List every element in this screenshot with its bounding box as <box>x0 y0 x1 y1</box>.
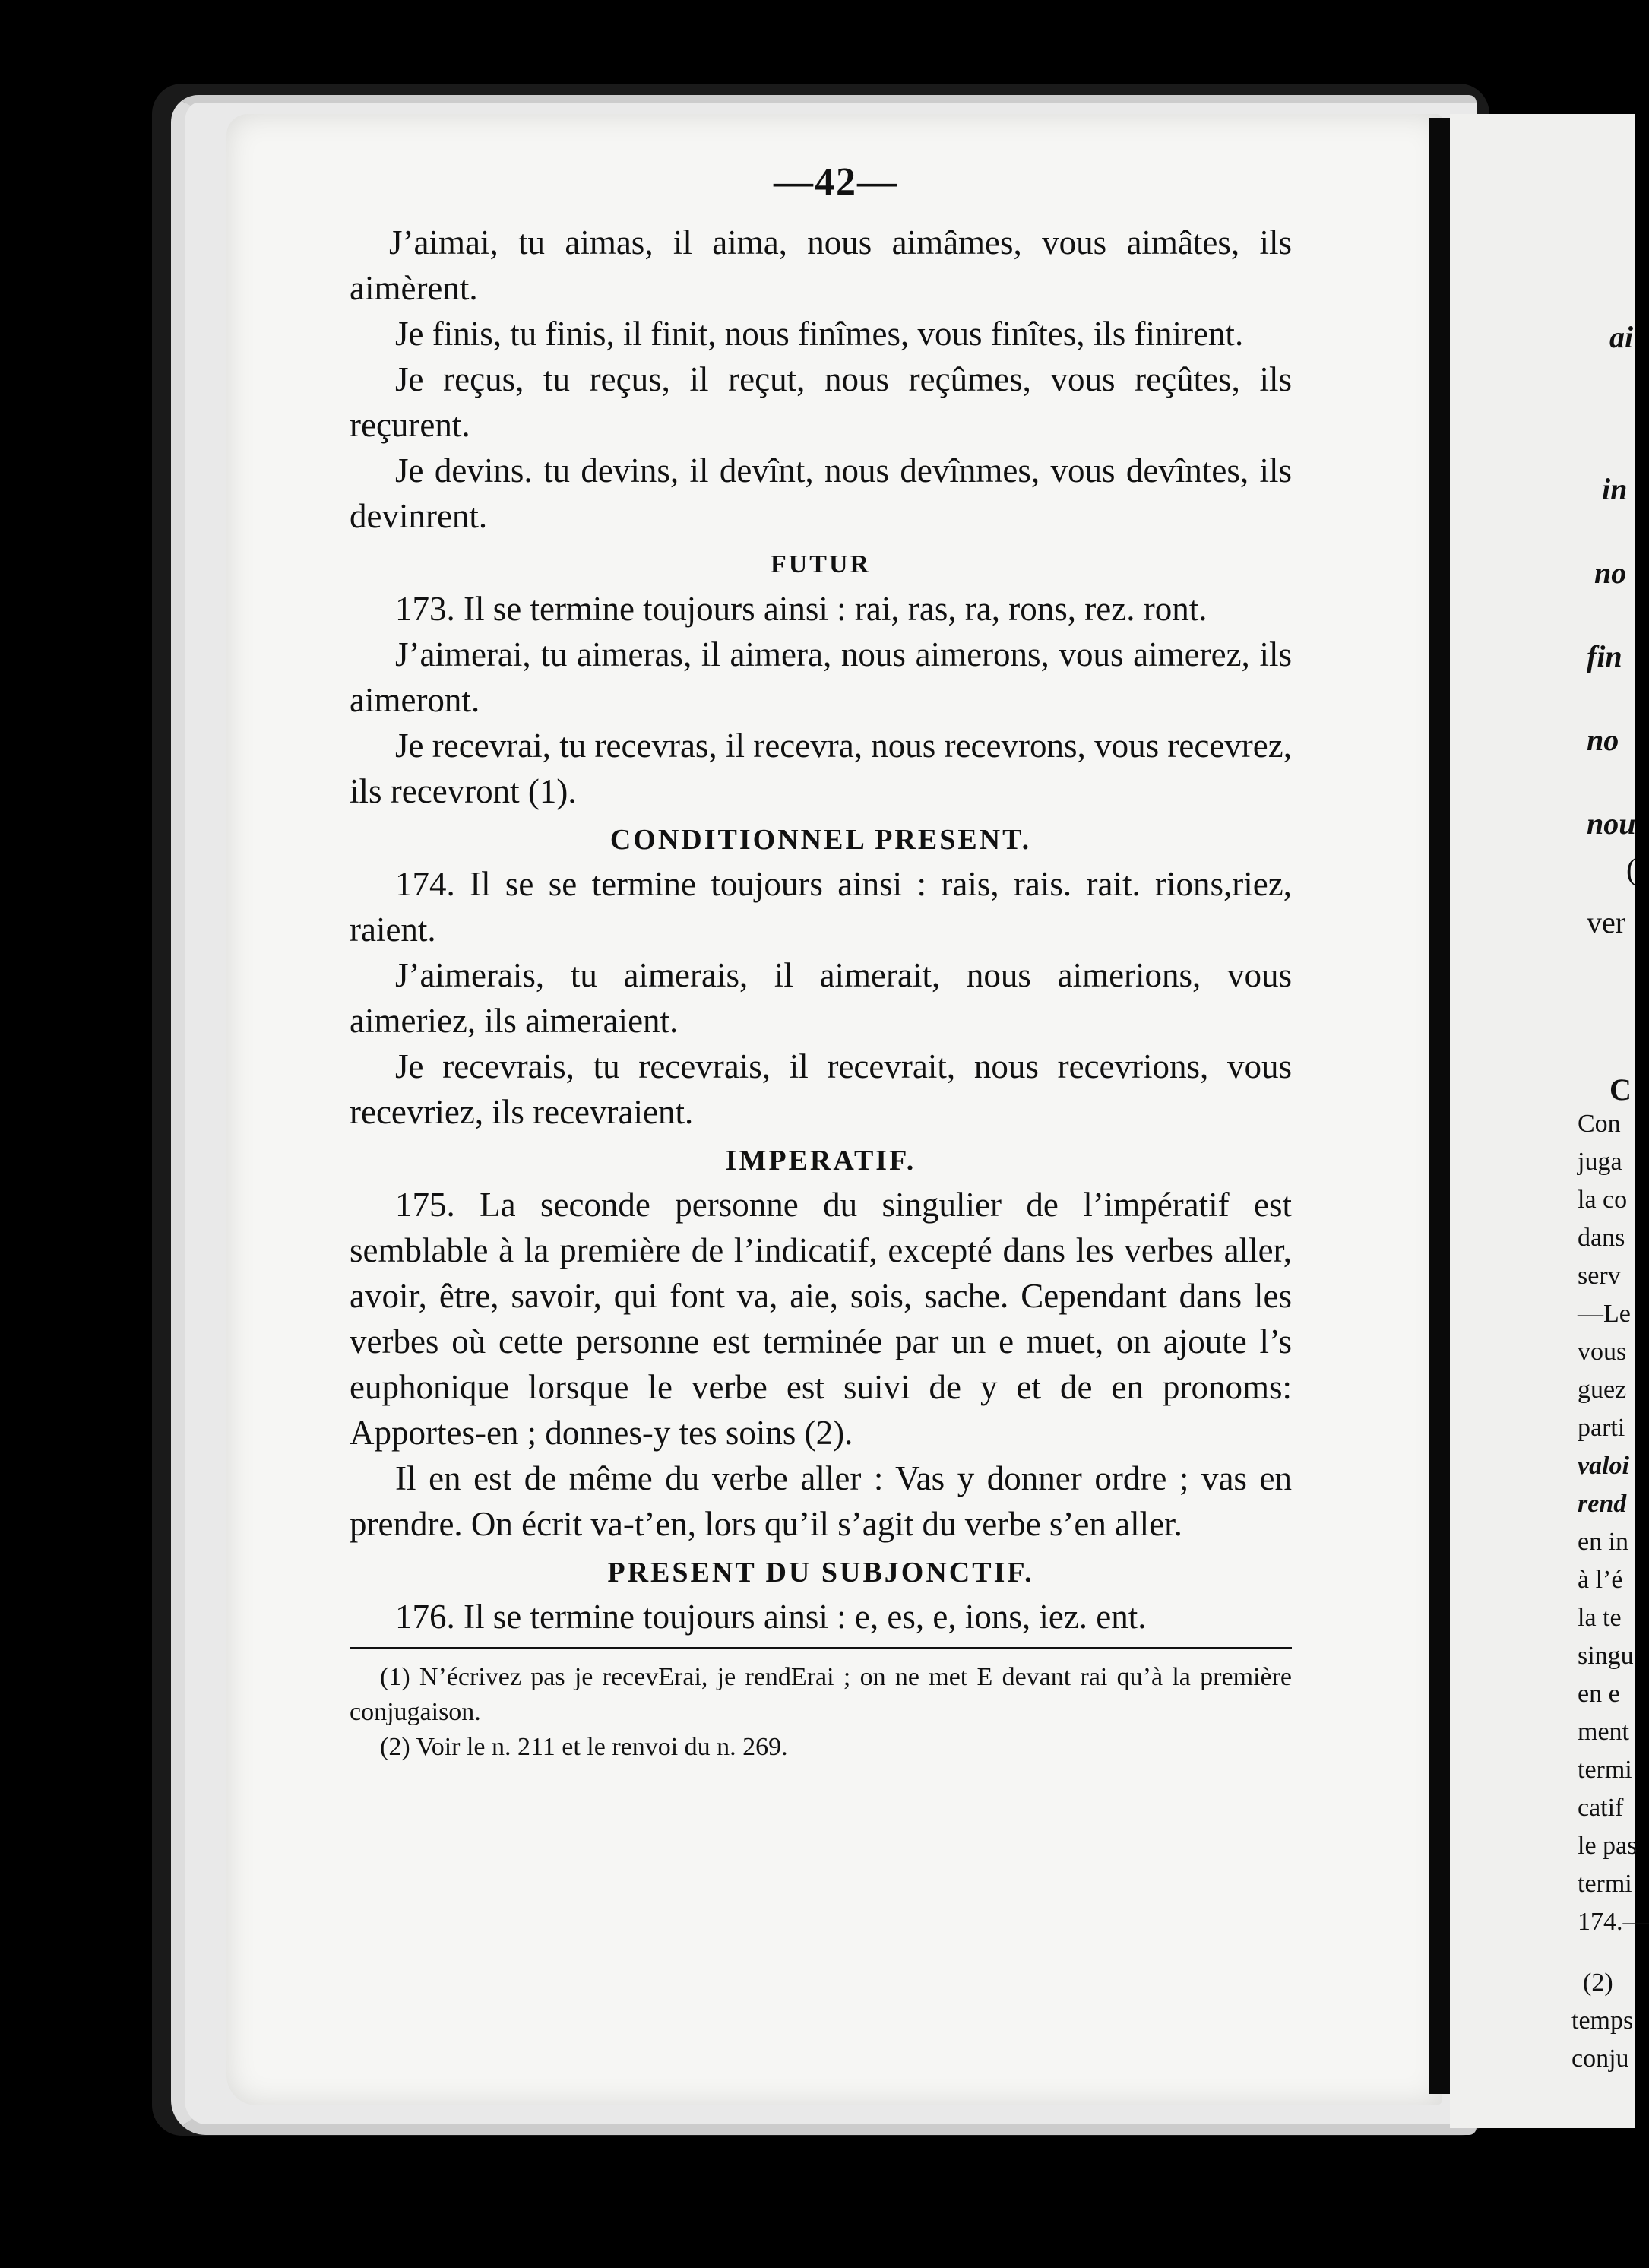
next-page-text: rend <box>1578 1490 1627 1518</box>
next-page-text: fin <box>1587 639 1622 673</box>
book-gutter <box>1429 118 1450 2094</box>
next-page-text: le pas <box>1578 1832 1638 1860</box>
next-page-text: nou <box>1587 806 1636 841</box>
next-page-text: en in <box>1578 1528 1629 1556</box>
section-heading-imperatif: IMPERATIF. <box>725 1145 916 1177</box>
paragraph: Je finis, tu finis, il finit, nous finîmes, vous finîtes, ils finirent. <box>395 315 1244 353</box>
next-page-text: parti <box>1578 1414 1625 1442</box>
next-page-text: C <box>1609 1072 1632 1107</box>
next-page-text: no <box>1587 723 1619 757</box>
next-page-text: dans <box>1578 1224 1625 1252</box>
next-page-text: ver <box>1587 905 1626 939</box>
footnote-rule <box>350 1647 1292 1649</box>
paragraph: Je devins. tu devins, il devînt, nous devînmes, vous devîntes, ils devinrent. <box>350 451 1292 535</box>
next-page-text: guez <box>1578 1376 1627 1404</box>
next-page-text: à l’é <box>1578 1566 1623 1594</box>
paragraph: Je recevrais, tu recevrais, il recevrait, nous recevrions, vous recevriez, ils recevraient. <box>350 1047 1292 1131</box>
paragraph: J’aimai, tu aimas, il aima, nous aimâmes, vous aimâtes, ils aimèrent. <box>350 223 1292 307</box>
section-heading-conditionnel: CONDITIONNEL PRESENT. <box>609 824 1032 856</box>
footnote: (2) Voir le n. 211 et le renvoi du n. 269. <box>380 1733 788 1761</box>
paragraph: 173. Il se termine toujours ainsi : rai, ras, ra, rons, rez. ront. <box>395 590 1207 628</box>
next-page-text: ( <box>1626 852 1637 886</box>
page-number: —42— <box>774 160 898 204</box>
next-page-text: ai <box>1609 320 1634 354</box>
next-page-text: juga <box>1578 1148 1622 1176</box>
page-text <box>350 160 1292 1765</box>
next-page-text: la co <box>1578 1186 1628 1214</box>
footnote: (1) N’écrivez pas je recevErai, je rendErai ; on ne met E devant rai qu’à la première conjugaison. <box>350 1663 1292 1726</box>
next-page-text: in <box>1602 472 1628 506</box>
next-page-text: Con <box>1578 1110 1621 1138</box>
next-page-text: conju <box>1571 2045 1629 2073</box>
paragraph: 174. Il se se termine toujours ainsi : rais, rais. rait. rions,riez, raient. <box>350 865 1292 949</box>
next-page-text: vous <box>1578 1338 1627 1366</box>
next-page-text: serv <box>1578 1262 1621 1290</box>
next-page-text: —Le <box>1578 1300 1631 1328</box>
next-page-fragment <box>1450 114 1649 2128</box>
next-page-text: singu <box>1578 1642 1634 1670</box>
next-page-text: 174.— <box>1578 1908 1649 1936</box>
paragraph: Je reçus, tu reçus, il reçut, nous reçûmes, vous reçûtes, ils reçurent. <box>350 360 1292 444</box>
next-page-text: temps <box>1571 2007 1634 2035</box>
next-page-text: (2) <box>1583 1969 1613 1997</box>
next-page-text: termi <box>1578 1756 1632 1784</box>
paragraph: 176. Il se termine toujours ainsi : e, es, e, ions, iez. ent. <box>395 1598 1147 1636</box>
section-heading-futur: FUTUR <box>770 550 872 578</box>
paragraph: J’aimerais, tu aimerais, il aimerait, nous aimerions, vous aimeriez, ils aimeraient. <box>350 956 1292 1040</box>
next-page-text: termi <box>1578 1870 1632 1898</box>
next-page-text: valoi <box>1578 1452 1629 1480</box>
next-page-text: en e <box>1578 1680 1620 1708</box>
next-page-text: catif <box>1578 1794 1624 1822</box>
paragraph: J’aimerai, tu aimeras, il aimera, nous aimerons, vous aimerez, ils aimeront. <box>350 635 1292 719</box>
paragraph: 175. La seconde personne du singulier de l’impératif est semblable à la première de l’indicatif, excepté dans les verbes aller, avoir, être, savoir, qui font va, aie, sois, sache. Cependant dans les verbes où cette personne est terminée par un e muet, on ajoute l’s euphonique lorsque le verbe est suivi de y et de en pronoms: Apportes-en ; donnes-y tes soins (2). <box>350 1186 1292 1452</box>
next-page-text: ment <box>1578 1718 1629 1746</box>
paragraph: Je recevrai, tu recevras, il recevra, nous recevrons, vous recevrez, ils recevront (1). <box>350 727 1292 810</box>
next-page-text: no <box>1594 556 1627 590</box>
paragraph: Il en est de même du verbe aller : Vas y donner ordre ; vas en prendre. On écrit va-t’en, lors qu’il s’agit du verbe s’en aller. <box>350 1459 1292 1543</box>
next-page-text: la te <box>1578 1604 1622 1632</box>
section-heading-subjonctif: PRESENT DU SUBJONCTIF. <box>607 1557 1034 1589</box>
